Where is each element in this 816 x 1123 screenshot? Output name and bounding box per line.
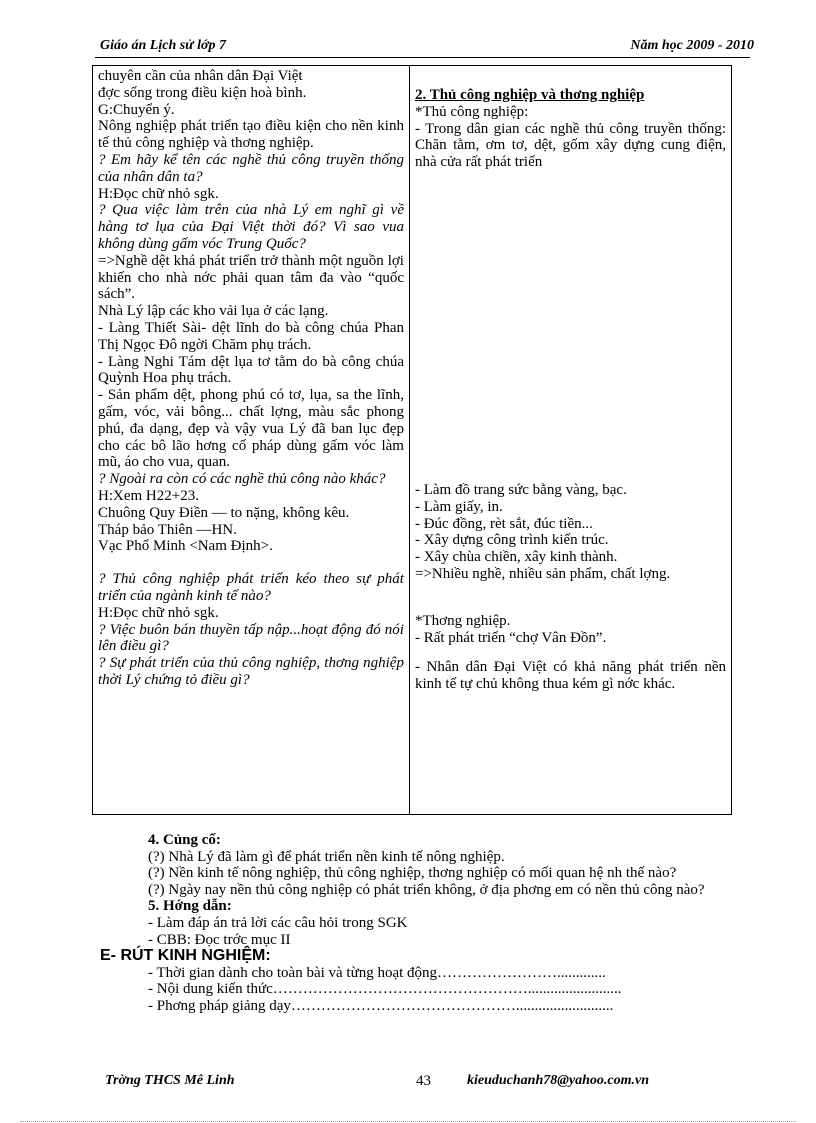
right-paragraph: - Trong dân gian các nghề thủ công truyền thống: Chăn tằm, ơm tơ, dệt, gốm xây dựng cung điện, nhà cửa rất phát triển xyxy=(414,120,726,171)
right-spacer xyxy=(415,171,726,482)
subheading-handicraft: *Thủ công nghiệp: xyxy=(414,103,529,120)
section-title: 2. Thủ công nghiệp và thơng nghiệp xyxy=(414,87,645,103)
lesson-table xyxy=(92,65,732,815)
review-question: (?) Nhà Lý đã làm gì để phát triển nền kinh tế nông nghiệp. xyxy=(148,848,505,865)
left-question: ? Em hãy kể tên các nghề thủ công truyền thống của nhân dân ta? xyxy=(98,151,404,185)
left-line: - Làng Nghi Tám dệt lụa tơ tằm do bà công chúa Quỳnh Hoa phụ trách. xyxy=(98,353,404,387)
heading-guidance: 5. Hớng dẫn: xyxy=(148,898,232,915)
footer-email: kieuduchanh78@yahoo.com.vn xyxy=(467,1073,649,1088)
right-list-item: =>Nhiều nghề, nhiều sản phẩm, chất lợng. xyxy=(414,565,671,582)
left-line: H:Đọc chữ nhỏ sgk. xyxy=(98,185,219,202)
right-paragraph: - Nhân dân Đại Việt có khả năng phát triển nền kinh tế tự chủ không thua kém gì nớc khác. xyxy=(414,659,726,693)
experience-line: - Phơng pháp giảng dạy……………………………………….......................... xyxy=(148,997,614,1014)
page-number: 43 xyxy=(416,1073,431,1089)
left-line: H:Xem H22+23. xyxy=(98,487,199,504)
left-line: Nhà Lý lập các kho vải lụa ở các lạng. xyxy=(98,303,329,320)
right-list-item: - Làm giấy, in. xyxy=(414,498,503,515)
left-question: ? Qua việc làm trên của nhà Lý em nghĩ gì về hàng tơ lụa của Đại Việt thời đó? Vì sao vua không dùng gấm vóc Trung Quốc? xyxy=(98,202,404,252)
header-left: Giáo án Lịch sử lớp 7 xyxy=(100,38,226,53)
right-column xyxy=(409,66,731,815)
heading-experience: E- RÚT KINH NGHIỆM: xyxy=(100,947,271,965)
heading-consolidation: 4. Củng cố: xyxy=(148,832,221,848)
subheading-commerce: *Thơng nghiệp. xyxy=(414,612,511,629)
left-line: Nông nghiệp phát triển tạo điều kiện cho nền kinh tế thủ công nghiệp và thơng nghiệp. xyxy=(98,118,404,152)
right-paragraph: - Rất phát triển “chợ Vân Đồn”. xyxy=(414,629,607,646)
left-line: Tháp bảo Thiên —HN. xyxy=(98,521,237,538)
left-line: G:Chuyển ý. xyxy=(98,101,175,118)
left-line: - Làng Thiết Sài- dệt lĩnh do bà công chúa Phan Thị Ngọc Đô ngời Chăm phụ trách. xyxy=(98,319,404,353)
right-list-item: - Làm đồ trang sức bằng vàng, bạc. xyxy=(414,481,627,498)
left-column xyxy=(93,66,410,815)
header-right: Năm học 2009 - 2010 xyxy=(630,38,754,53)
left-question: ? Thủ công nghiệp phát triển kéo theo sự phát triển của ngành kinh tế nào? xyxy=(98,571,404,604)
left-line: - Sản phẩm dệt, phong phú có tơ, lụa, sa the lĩnh, gấm, vóc, vải bông... chất lợng, màu sắc phong phú, đa dạng, đẹp và vậy vua Lý đã ban lục đẹp cho các bô lão hơng cố pháp dùng gấm vóc làm mũ, áo cho vua, quan. xyxy=(98,387,404,471)
left-line: H:Đọc chữ nhỏ sgk. xyxy=(98,604,219,621)
left-line: đợc sống trong điều kiện hoà bình. xyxy=(98,84,307,101)
experience-line: - Nội dung kiến thức……………………………………………......................... xyxy=(148,981,622,998)
left-question: ? Việc buôn bán thuyền tấp nập...hoạt động đó nói lên điều gì? xyxy=(98,621,404,655)
header-rule xyxy=(95,57,750,58)
left-question: ? Sự phát triển của thủ công nghiệp, thơng nghiệp thời Lý chứng tỏ điều gì? xyxy=(98,655,404,688)
review-question: (?) Nền kinh tế nông nghiệp, thủ công nghiệp, thơng nghiệp có mối quan hệ nh thế nào? xyxy=(148,865,677,882)
left-spacer xyxy=(98,555,404,571)
right-spacer xyxy=(415,583,726,613)
left-line: chuyên cần của nhân dân Đại Việt xyxy=(98,68,303,84)
guidance-item: - Làm đáp án trả lời các câu hỏi trong SGK xyxy=(148,914,408,931)
page-break-line xyxy=(20,1121,796,1122)
review-question: (?) Ngày nay nền thủ công nghiệp có phát triển không, ở địa phơng em có nền thủ công nào? xyxy=(148,881,705,898)
right-list-item: - Xây chùa chiền, xây kinh thành. xyxy=(414,549,618,566)
right-list-item: - Xây dựng công trình kiến trúc. xyxy=(414,532,609,549)
experience-line: - Thời gian dành cho toàn bài và từng hoạt động……………………............. xyxy=(148,964,606,981)
footer-school: Trờng THCS Mê Linh xyxy=(105,1073,235,1088)
right-spacer xyxy=(415,646,726,659)
guidance-item: - CBB: Đọc trớc mục II xyxy=(148,931,291,948)
left-question: ? Ngoài ra còn có các nghề thủ công nào khác? xyxy=(98,471,386,488)
right-list-item: - Đúc đồng, rèt sắt, đúc tiền... xyxy=(414,515,593,532)
left-line: Vạc Phổ Minh <Nam Định>. xyxy=(98,538,273,555)
left-line: Chuông Quy Điền — to nặng, không kêu. xyxy=(98,504,350,521)
left-line: =>Nghề dệt khá phát triển trở thành một nguồn lợi khiến cho nhà nớc phải quan tâm đa vào “quốc sách”. xyxy=(98,252,404,303)
lesson-summary xyxy=(100,832,750,1015)
